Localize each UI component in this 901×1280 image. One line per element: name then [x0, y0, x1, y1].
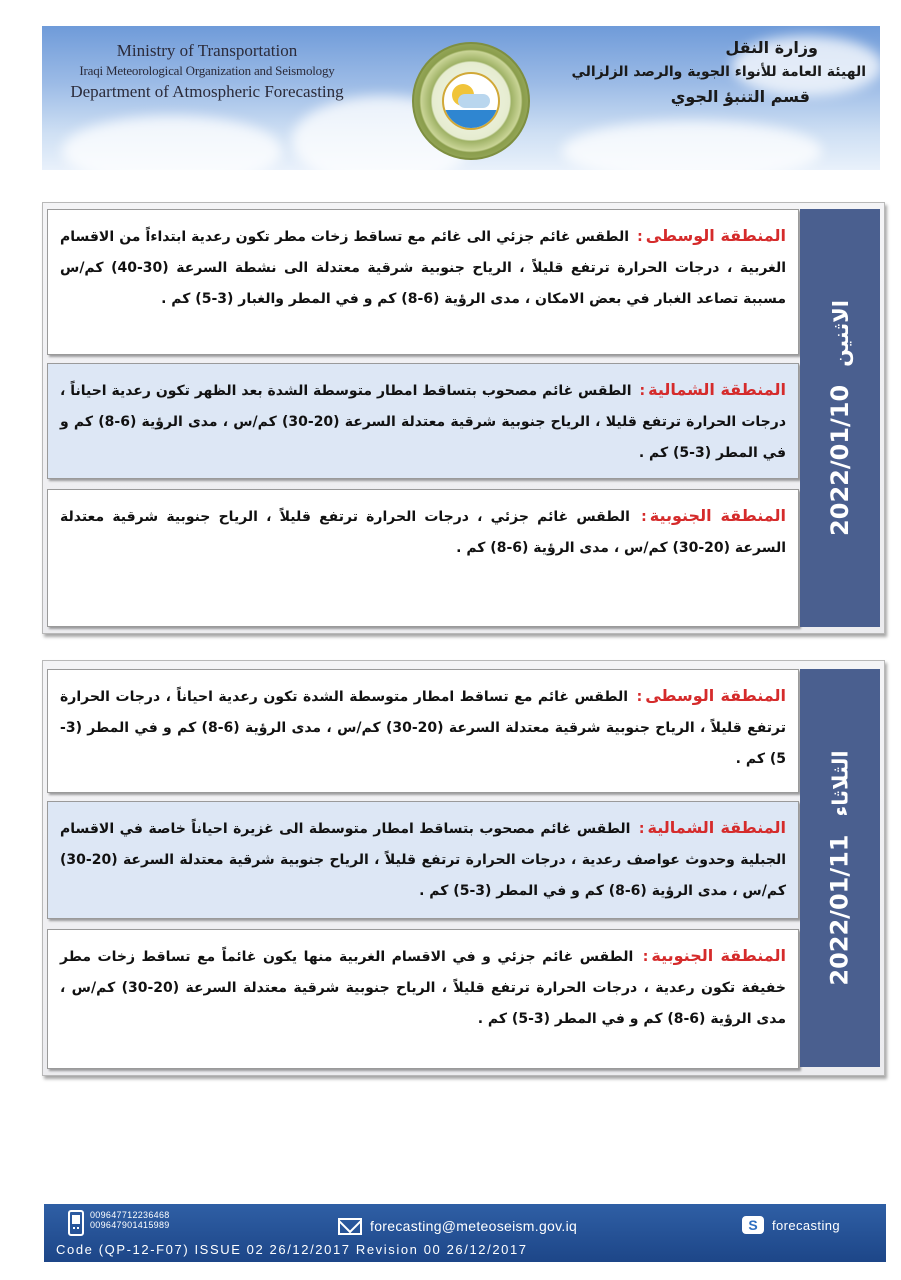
day-forecast-panel — [42, 202, 885, 634]
region-text: الطقس غائم جزئي ، درجات الحرارة ترتفع قليلاً ، الرياح جنوبية شرقية معتدلة السرعة (20-30) كم/س ، مدى الرؤية (6-8) كم . — [60, 509, 786, 556]
email-link[interactable]: forecasting@meteoseism.gov.iq — [370, 1218, 578, 1234]
region-colon: : — [636, 689, 643, 705]
region-text: الطقس غائم مصحوب بتساقط امطار متوسطة الى غزيرة احياناً خاصة في الاقسام الجبلية وحدوث عواصف رعدية ، درجات الحرارة ترتفع قليلاً ، الرياح جنوبية شرقية معتدلة السرعة (20-30) كم/س ، مدى الرؤية (6-8) كم و في المطر (3-5) كم . — [60, 821, 786, 899]
region-text: الطقس غائم جزئي الى غائم مع تساقط زخات مطر تكون رعدية ابتداءاً من الاقسام الغربية ، درجات الحرارة ترتفع قليلاً ، الرياح جنوبية شرقية معتدلة الى نشطة السرعة (30-40) كم/س مسببة تصاعد الغبار في بعض الامكان ، مدى الرؤية (6-8) كم و في المطر والغبار (3-5) كم . — [60, 229, 787, 307]
skype-handle[interactable]: forecasting — [772, 1218, 840, 1233]
phone-numbers — [90, 1210, 170, 1230]
mail-icon — [338, 1218, 362, 1235]
ministry-name-ar: وزارة النقل — [725, 38, 818, 57]
region-name: المنطقة الوسطى — [645, 226, 787, 245]
region-name: المنطقة الجنوبية — [651, 946, 787, 965]
cloud-decoration — [562, 121, 822, 170]
date-tab — [800, 669, 880, 1067]
region-colon: : — [642, 949, 649, 965]
region-forecast-north — [47, 363, 799, 479]
region-text: الطقس غائم جزئي و في الاقسام الغربية منها يكون غائماً مع تساقط زخات مطر خفيفة تكون رعدية ، درجات الحرارة ترتفع قليلاً ، الرياح جنوبية شرقية معتدلة السرعة (20-30) كم/س ، مدى الرؤية (6-8) كم و في المطر (3-5) كم . — [60, 949, 786, 1027]
header-english — [42, 40, 372, 104]
water-icon — [444, 110, 500, 130]
cloud-decoration — [62, 116, 282, 170]
date-tab — [800, 209, 880, 627]
region-text: الطقس غائم مصحوب بتساقط امطار متوسطة الشدة بعد الظهر تكون رعدية احياناً ، درجات الحرارة ترتفع قليلا ، الرياح جنوبية شرقية معتدلة السرعة (20-30) كم/س ، مدى الرؤية (6-8) كم و في المطر (3-5) كم . — [60, 383, 787, 461]
ministry-name: Ministry of Transportation — [116, 41, 298, 60]
day-forecast-panel — [42, 660, 885, 1076]
region-forecast-central — [47, 209, 799, 355]
date-label — [826, 300, 854, 536]
department-name: Department of Atmospheric Forecasting — [70, 82, 344, 101]
region-colon: : — [641, 509, 647, 525]
department-name-ar: قسم التنبؤ الجوي — [670, 87, 810, 106]
seal-center — [442, 72, 500, 130]
region-name: المنطقة الشمالية — [647, 818, 787, 837]
date-label — [826, 750, 854, 985]
region-forecast-south — [47, 929, 799, 1069]
region-name: المنطقة الشمالية — [648, 380, 786, 399]
region-colon: : — [639, 383, 646, 399]
phone-number[interactable]: 009647712236468 — [90, 1210, 170, 1220]
region-name: المنطقة الجنوبية — [649, 506, 787, 525]
phone-icon — [68, 1210, 84, 1236]
phone-number[interactable]: 009647901415989 — [90, 1220, 170, 1230]
region-colon: : — [638, 821, 645, 837]
organization-name-ar: الهيئة العامة للأنواء الجوية والرصد الزلزالي — [571, 64, 866, 80]
skype-icon: S — [742, 1216, 764, 1234]
organization-seal-icon — [412, 42, 530, 160]
region-forecast-south — [47, 489, 799, 627]
region-text: الطقس غائم مع تساقط امطار متوسطة الشدة تكون رعدية احياناً ، درجات الحرارة ترتفع قليلاً ، الرياح جنوبية شرقية معتدلة السرعة (20-30) كم/س ، مدى الرؤية (6-8) كم و في المطر (3-5) كم . — [60, 689, 787, 767]
cloud-icon — [458, 94, 490, 108]
region-colon: : — [637, 229, 643, 245]
document-code: Code (QP-12-F07) ISSUE 02 26/12/2017 Revision 00 26/12/2017 — [56, 1242, 528, 1257]
day-name: الاثنين — [829, 300, 854, 367]
organization-name: Iraqi Meteorological Organization and Seismology — [79, 63, 335, 78]
region-forecast-central — [47, 669, 799, 793]
day-name: الثلاثاء — [829, 750, 854, 817]
region-name: المنطقة الوسطى — [645, 686, 787, 705]
forecast-date: 2022/01/11 — [826, 834, 855, 986]
header-arabic — [566, 36, 866, 110]
header-banner — [42, 26, 880, 170]
footer-bar — [44, 1204, 886, 1262]
region-forecast-north — [47, 801, 799, 919]
forecast-date: 2022/01/10 — [826, 384, 855, 536]
